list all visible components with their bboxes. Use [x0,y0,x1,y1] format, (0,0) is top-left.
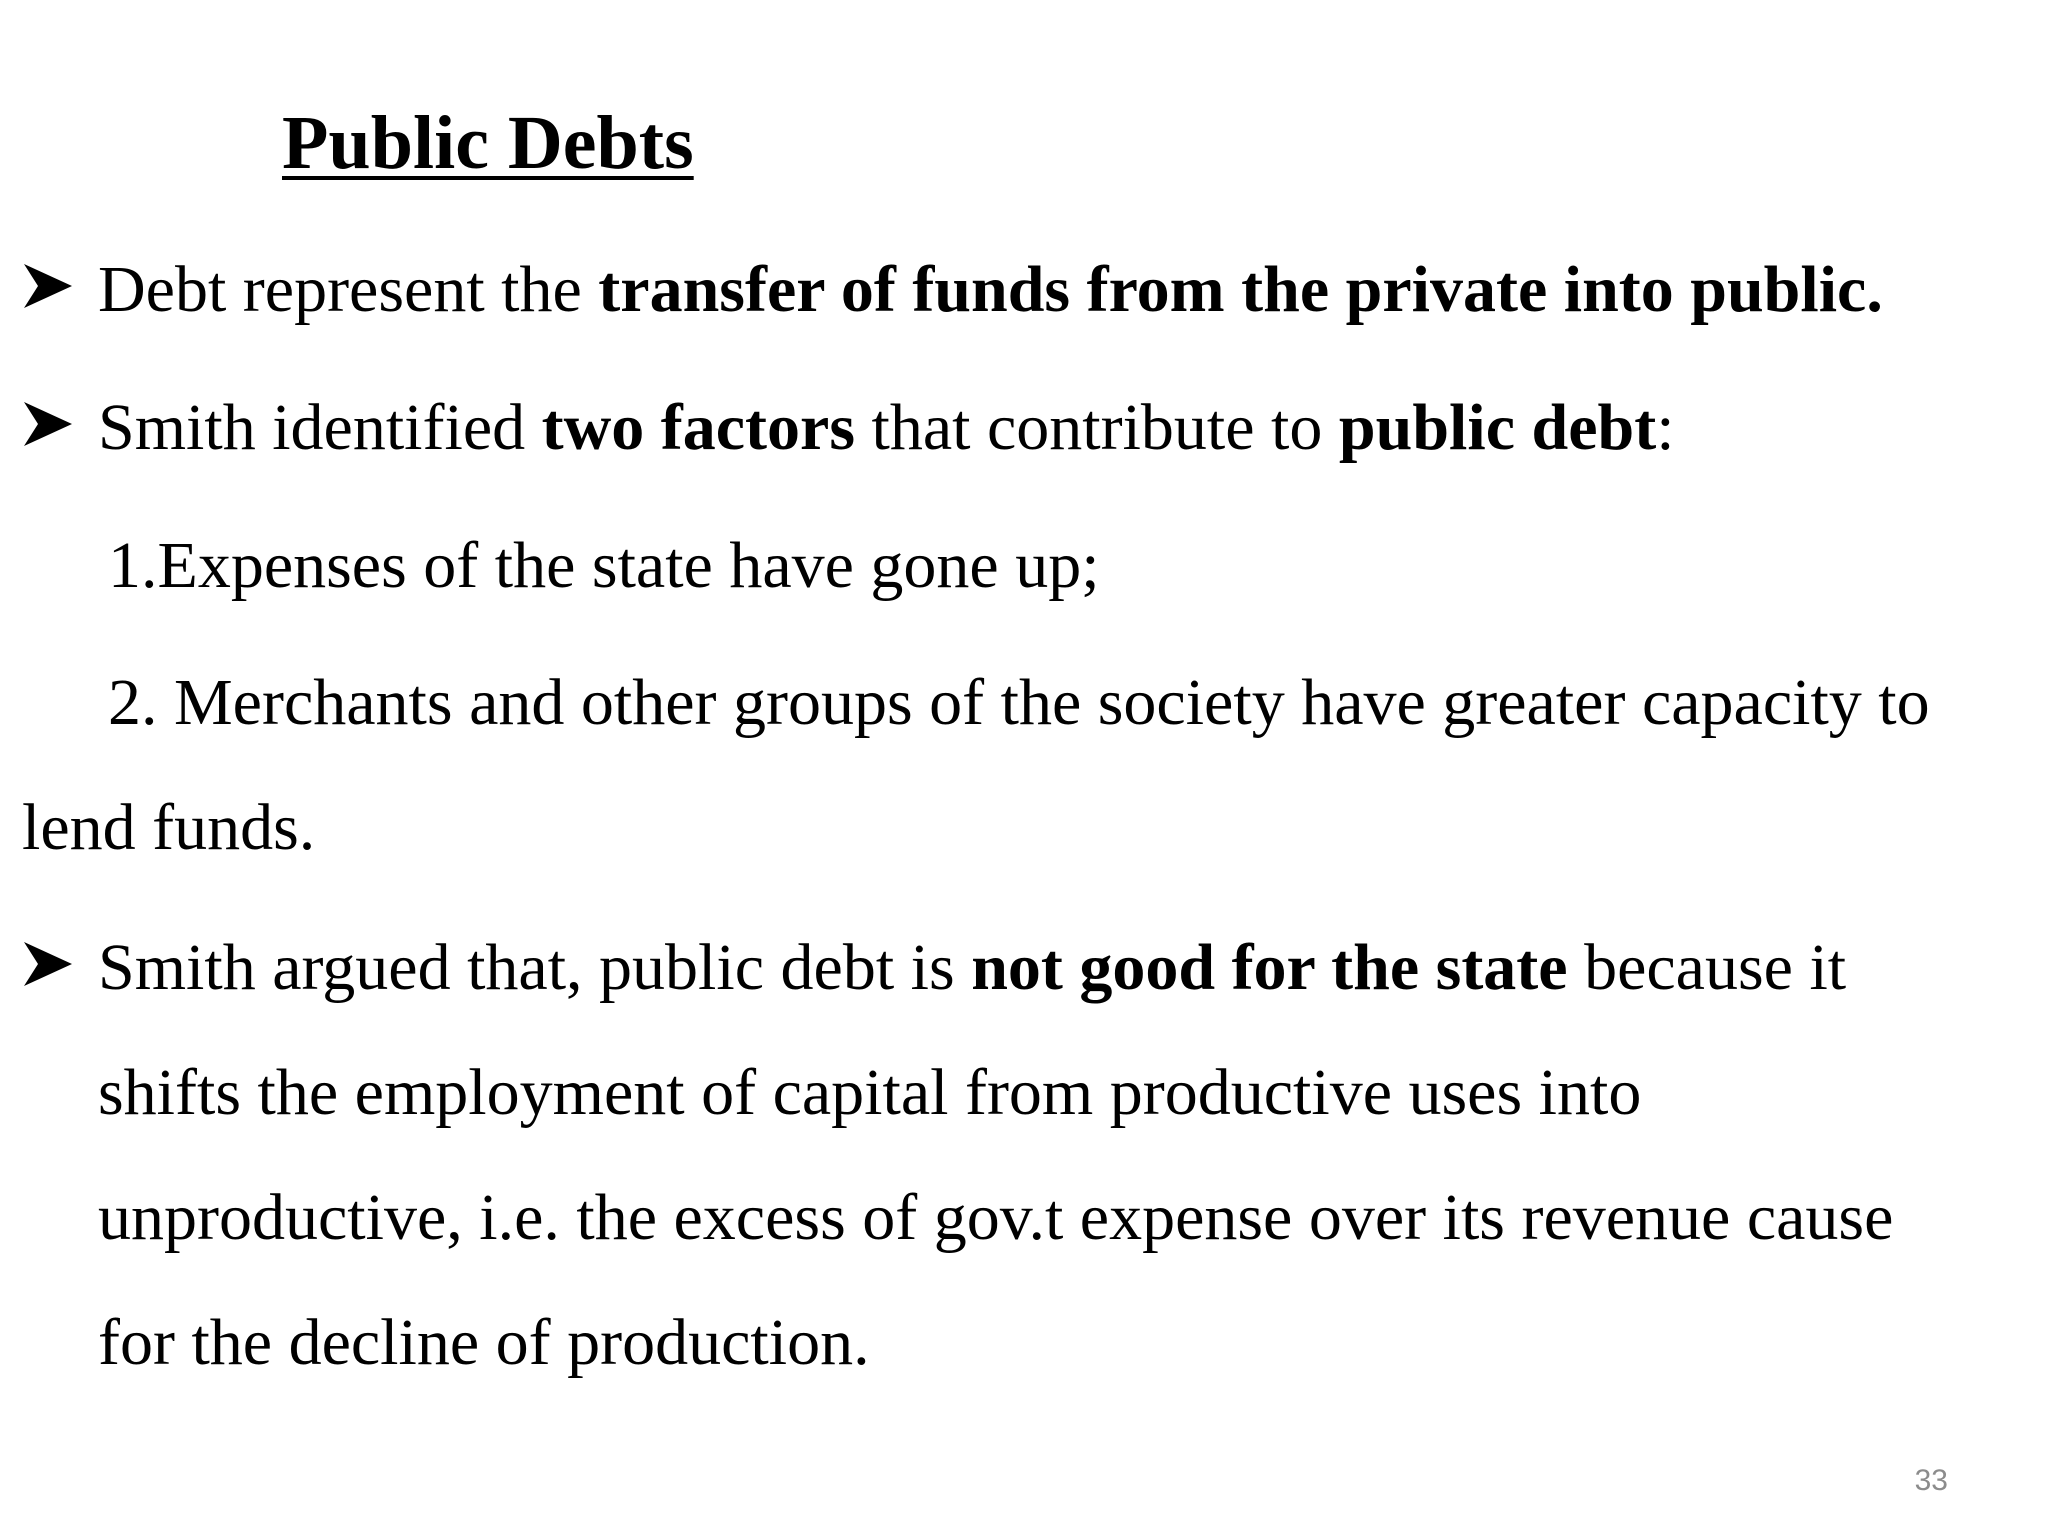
bullet-text: : [1656,391,1675,464]
factor-item-2-line-1: 2. Merchants and other groups of the society have greater capacity to [108,666,1930,739]
bullet-bold-text: transfer of funds from the private into public. [598,253,1883,326]
bullet-not-good-for-state [98,930,1846,1006]
bullet-text: Smith identified [98,391,542,464]
bullet-text: because it [1567,931,1847,1004]
bullet-bold-text: public debt [1338,391,1657,464]
arrow-bullet-icon [22,400,74,448]
bullet-bold-text: two factors [541,391,856,464]
bullet-bold-text: not good for the state [971,931,1568,1004]
bullet-text: that contribute to [855,391,1339,464]
bullet-two-factors [98,390,1675,466]
bullet-3-line-2: shifts the employment of capital from productive uses into [98,1056,1642,1129]
factor-item-1: 1.Expenses of the state have gone up; [108,529,1100,602]
bullet-3-line-3: unproductive, i.e. the excess of gov.t expense over its revenue cause [98,1181,1894,1254]
bullet-text: Smith argued that, public debt is [98,931,972,1004]
bullet-3-line-4: for the decline of production. [98,1306,870,1379]
slide-title: Public Debts [282,101,694,185]
arrow-bullet-icon [22,940,74,988]
arrow-bullet-icon [22,262,74,310]
bullet-transfer-of-funds [98,252,1883,328]
page-number: 33 [1914,1464,1948,1497]
bullet-text: Debt represent the [98,253,599,326]
factor-item-2-line-2: lend funds. [22,791,316,864]
